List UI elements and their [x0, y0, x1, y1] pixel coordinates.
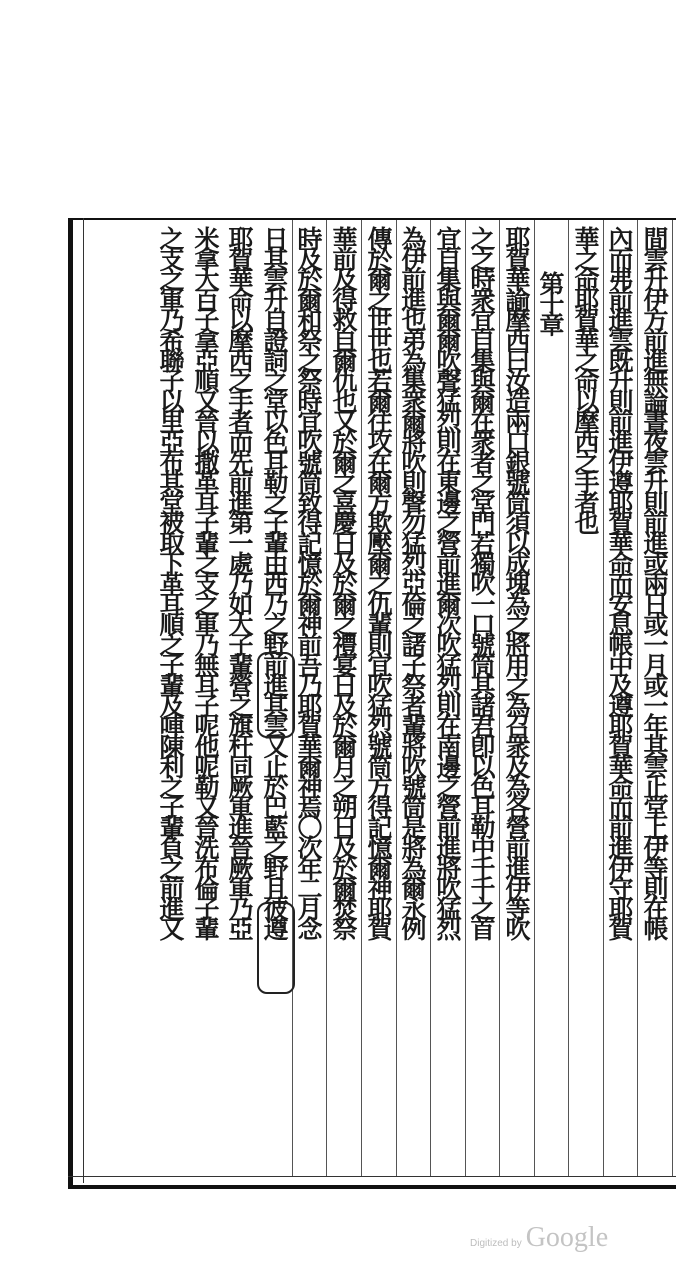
frame-left-inner-rule — [83, 218, 84, 1183]
frame-bottom-rule — [68, 1176, 676, 1177]
text-column: 宜自集與爾爾吹聲猛烈則在東邊之營前進爾次吹猛烈則在南邊之營前進將吹猛烈 — [433, 226, 462, 937]
text-column: 內而弗前進雲既升則前進伊遵耶賀華命而安息帳中及遵耶賀華命而前進伊守耶賀 — [605, 226, 634, 937]
text-column-spare: 米拿大百子拿亞順又晉以撒革耳子輩之支之軍乃無耳子呢他呢勒又晉洗布倫子輩 — [191, 226, 220, 937]
watermark-prefix: Digitized by — [470, 1238, 522, 1249]
text-column: 時及於爾和祭之祭時宜吹號筒致得記憶於爾神前吾乃耶賀華爾神焉〇次年二月念 — [294, 226, 323, 937]
text-column: 間雲升伊方前進無論晝夜雲升則前進或兩日或一月或一年其雲止堂上伊等則在帳 — [640, 226, 669, 937]
text-column: 華前及得救自爾仇也又於爾之喜慶日及於爾之禮宴日及於爾月之朔日及於爾焚祭 — [329, 226, 358, 937]
text-column: 之支之軍乃希聯子以里亞布其堂被取下革耳順之子輩及唓陳利之子輩負之前進又 — [156, 226, 185, 937]
text-column: 日其雲升自證詞之堂以色耳勒之子輩由西乃之野前進其雲又止於巴藍之野且彼遵 — [260, 226, 289, 937]
place-name-box — [257, 652, 295, 738]
text-column: 之之時衆宜自集與爾在衆者之堂門若獨吹一口號筒其諸君卽以色耳勒中千千之首 — [467, 226, 496, 937]
frame-left-border — [68, 218, 73, 1185]
text-column: 為伊前進也弟為集衆爾將吹則聲勿猛烈亞倫之諸子祭者輩將吹號筒是將為爾永例 — [398, 226, 427, 937]
text-column: 傳於爾之世世也若爾往攻在爾方欺壓爾之仇輩則宜吹猛烈號筒方得記憶爾神耶賀 — [364, 226, 393, 937]
text-column: 耶賀華命以摩西之手者而先前進第一處乃如大子輩營之旗杆同厥軍進晉厥軍乃亞 — [225, 226, 254, 937]
text-column: 華之命耶賀華之命以摩西之手者也 — [571, 226, 600, 531]
chapter-heading: 第十章 — [536, 271, 565, 332]
column-rule — [672, 220, 673, 1176]
watermark — [470, 1222, 608, 1254]
watermark-brand: Google — [525, 1222, 609, 1253]
text-column: 耶賀華諭摩西曰汝造兩口銀號筒須以成塊為之將用之為召衆及為各營前進伊等吹 — [502, 226, 531, 937]
place-name-box — [257, 902, 295, 994]
